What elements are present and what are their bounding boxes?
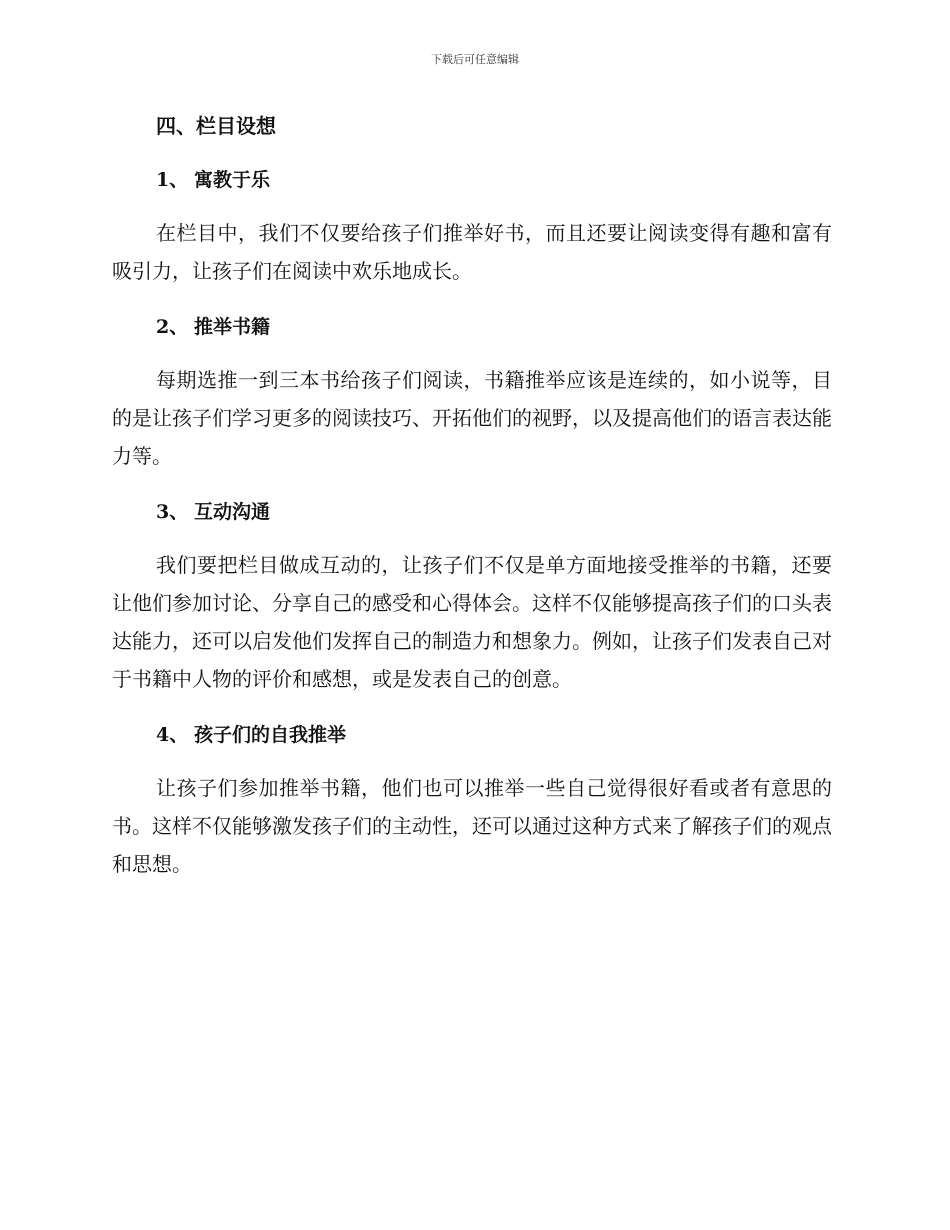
page-header: 下载后可任意编辑 [431,53,519,66]
subheading-4 [112,715,832,755]
section-title: 四、栏目设想 [156,114,276,138]
paragraph-2: 每期选推一到三本书给孩子们阅读，书籍推举应该是连续的，如小说等，目的是让孩子们学习更多的阅读技巧、开拓他们的视野，以及提高他们的语言表达能力等。 [112,368,832,468]
paragraph-4: 让孩子们参加推举书籍，他们也可以推举一些自己觉得很好看或者有意思的书。这样不仅能够激发孩子们的主动性，还可以通过这种方式来了解孩子们的观点和思想。 [112,776,832,876]
subheading-2 [112,307,832,347]
subheading-number: 4、 [156,724,189,746]
subheading-1 [112,160,832,200]
subheading-title: 推举书籍 [194,316,271,338]
subheading-title: 寓教于乐 [194,169,271,191]
subheading-number: 1、 [156,169,189,191]
subheading-number: 3、 [156,501,189,523]
subheading-title: 孩子们的自我推举 [194,724,347,746]
subheading-number: 2、 [156,316,189,338]
paragraph-3: 我们要把栏目做成互动的，让孩子们不仅是单方面地接受推举的书籍，还要让他们参加讨论、分享自己的感受和心得体会。这样不仅能够提高孩子们的口头表达能力，还可以启发他们发挥自己的制造力和想象力。例如，让孩子们发表自己对于书籍中人物的评价和感想，或是发表自己的创意。 [112,553,832,691]
subheading-3 [112,492,832,532]
subheading-title: 互动沟通 [194,501,271,523]
paragraph-1: 在栏目中，我们不仅要给孩子们推举好书，而且还要让阅读变得有趣和富有吸引力，让孩子们在阅读中欢乐地成长。 [112,221,832,283]
document-body [112,106,832,900]
